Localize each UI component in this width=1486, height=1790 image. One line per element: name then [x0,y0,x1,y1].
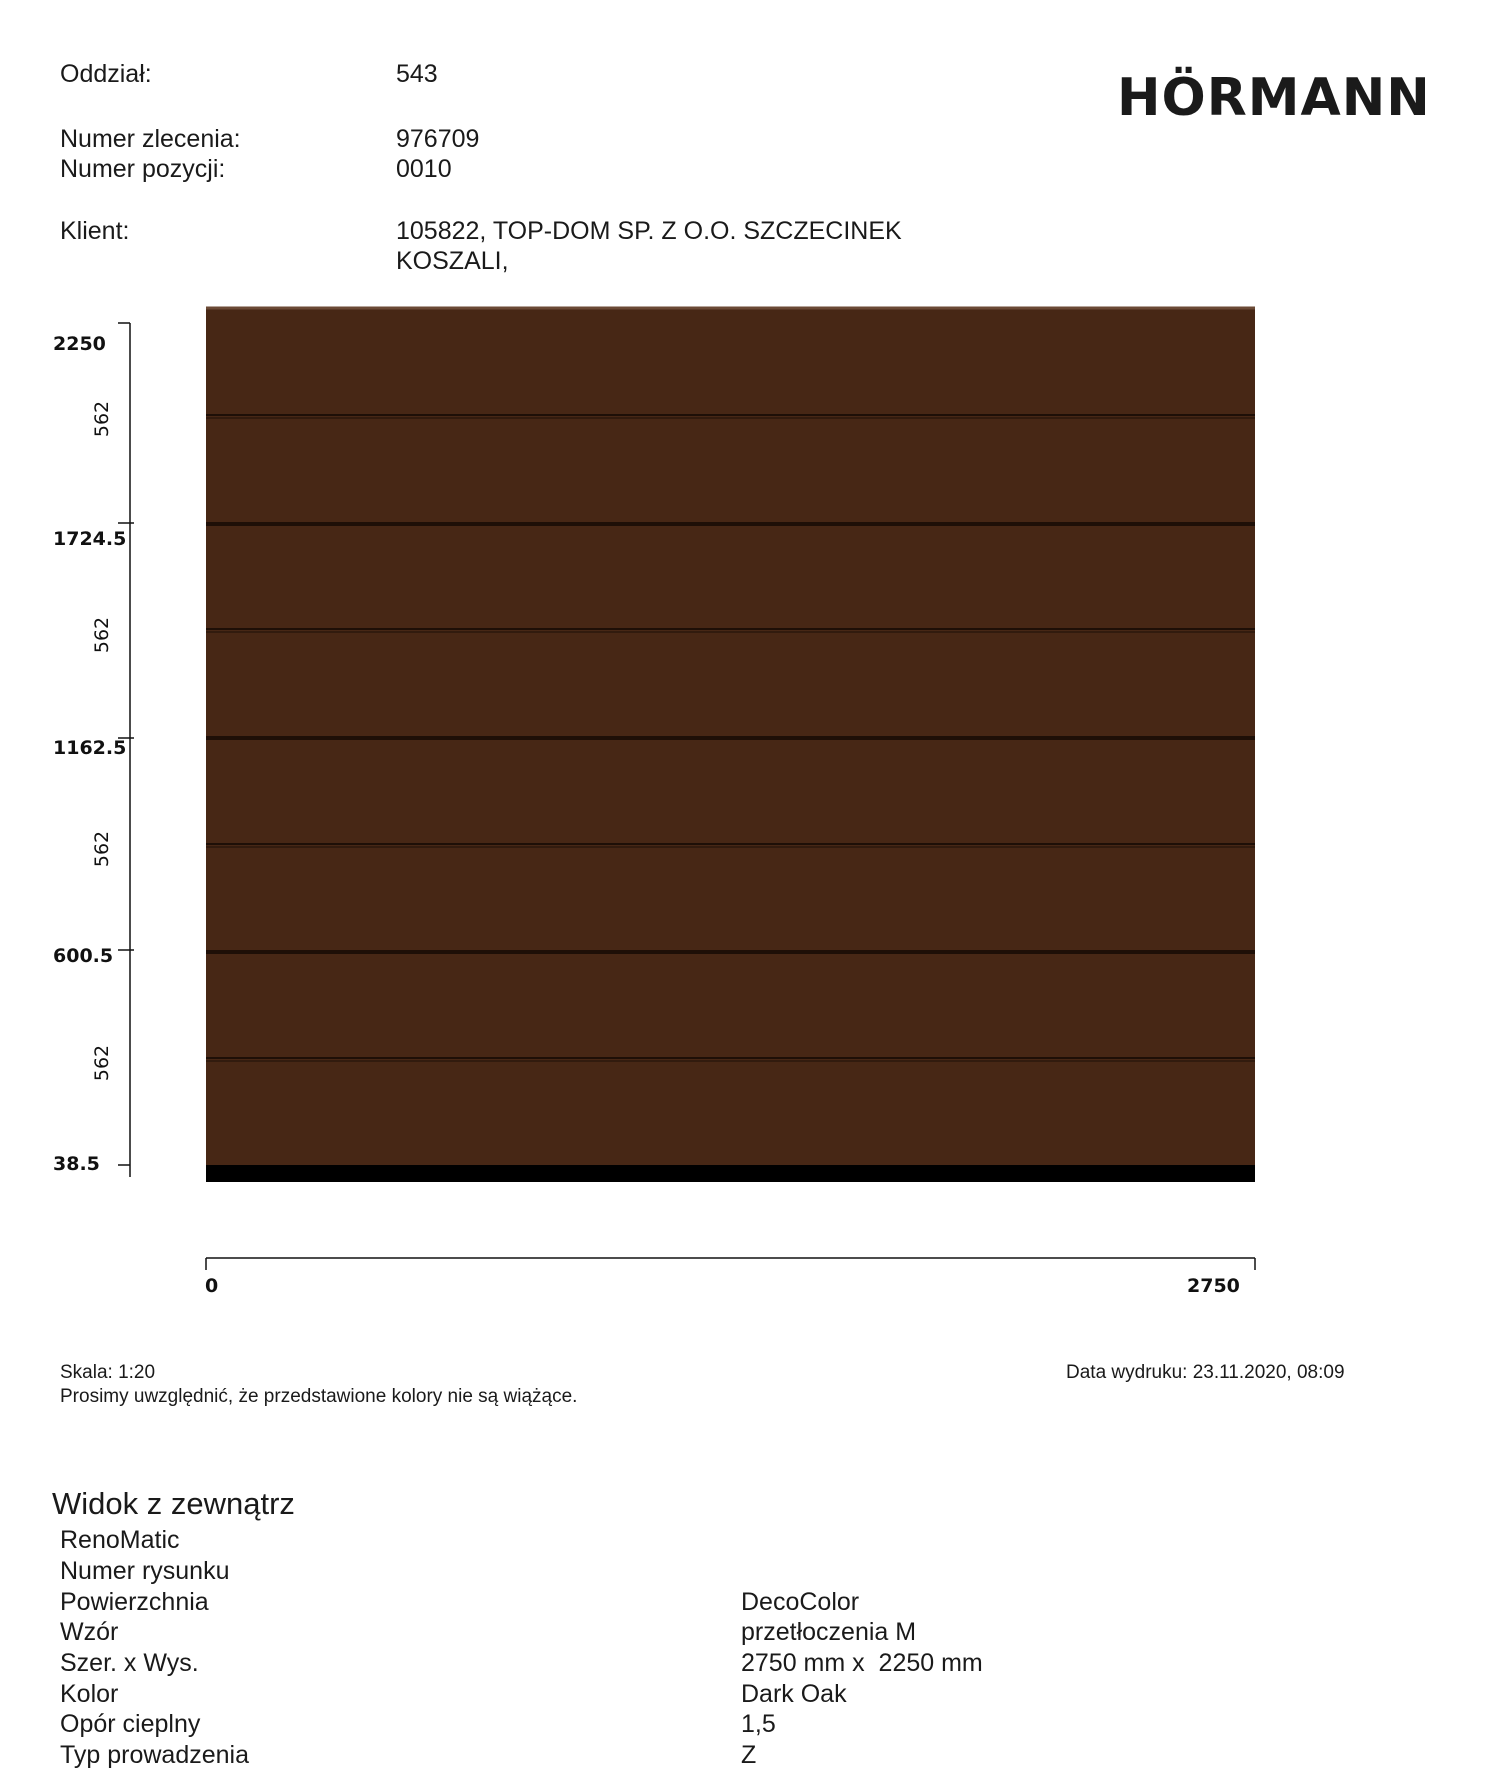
door-panel [206,307,1255,1180]
spec-label: Powierzchnia [60,1588,209,1616]
spec-value: DecoColor [741,1588,860,1616]
print-date: Data wydruku: 23.11.2020, 08:09 [1066,1362,1345,1383]
spec-label: Szer. x Wys. [60,1649,199,1677]
bottom-seal [206,1165,1255,1182]
spec-label: Typ prowadzenia [60,1741,250,1769]
spec-label: Opór cieplny [60,1710,201,1738]
color-disclaimer: Prosimy uwzględnić, że przedstawione kolory nie są wiążące. [60,1386,578,1407]
spec-value: Dark Oak [741,1680,847,1708]
section-height-label: 562 [91,1044,113,1082]
section-height-label: 562 [91,616,113,654]
client-line-2: KOSZALI, [396,247,509,275]
height-level-label: 38.5 [53,1153,100,1175]
client-label: Klient: [60,217,130,245]
spec-label: Kolor [60,1680,119,1708]
position-number-label: Numer pozycji: [60,155,226,183]
branch-value: 543 [396,60,438,88]
view-title: Widok z zewnątrz [52,1486,295,1521]
section-height-label: 562 [91,400,113,438]
spec-label: Wzór [60,1618,119,1646]
width-end-label: 2750 [1187,1275,1240,1297]
order-number-label: Numer zlecenia: [60,125,241,153]
width-start-label: 0 [205,1275,219,1297]
hormann-logo: HÖRMANN [1117,68,1431,128]
spec-value: przetłoczenia M [741,1618,917,1646]
spec-value: 2750 mm x 2250 mm [741,1649,983,1677]
branch-label: Oddział: [60,60,152,88]
scale-text: Skala: 1:20 [60,1362,156,1383]
height-level-label: 1162.5 [53,737,127,759]
position-number-value: 0010 [396,155,452,183]
height-level-label: 1724.5 [53,528,127,550]
spec-value: Z [741,1741,757,1769]
order-number-value: 976709 [396,125,480,153]
height-level-label: 600.5 [53,945,114,967]
spec-label: Numer rysunku [60,1557,230,1585]
height-level-label: 2250 [53,333,106,355]
spec-label: RenoMatic [60,1526,180,1554]
section-height-label: 562 [91,830,113,868]
client-line-1: 105822, TOP-DOM SP. Z O.O. SZCZECINEK [396,217,902,245]
spec-value: 1,5 [741,1710,776,1738]
